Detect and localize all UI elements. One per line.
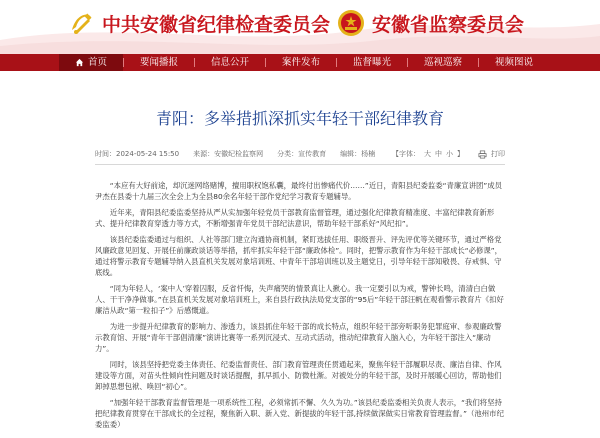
party-brand-title: 中共安徽省纪律检查委员会 bbox=[102, 13, 331, 36]
paragraph: 同时，该县坚持把党委主体责任、纪委监督责任、部门教育管理责任贯通起来，聚焦年轻干部履职尽责、廉洁自律、作风建设等方面，对苗头性倾向性问题及时谈话提醒，抓早抓小、防微杜渐。对被处分的年轻干部，及时开展暖心回访，帮助他们卸掉思想包袱、唤回“初心”。 bbox=[95, 360, 502, 391]
paragraph: “同为年轻人，‘案中人’穿着囚服，反省忏悔，失声痛哭的情景真让人揪心。我一定要引以为戒，警钟长鸣，清清白白做人、干干净净做事。”在县直机关发展对象培训班上，来自县行政执法局党支部的“95后”年轻干部汪帆在观看警示教育片《扣好廉洁从政“第一粒扣子”》后感慨道。 bbox=[95, 284, 504, 315]
nav-item-exposure[interactable]: 监督曝光 bbox=[352, 57, 391, 68]
nav-home[interactable] bbox=[59, 54, 123, 71]
paragraph: “本应有大好前途，却沉迷网络赌博，擅用职权饱私囊，最终付出惨痛代价……”近日，青阳县纪委监委“青廉宣讲团”成员尹杰在县委十九届三次全会上为全县80余名年轻干部作党纪学习教育专题辅导。 bbox=[95, 181, 503, 201]
article-meta bbox=[95, 147, 505, 161]
commission-brand-title: 安徽省监察委员会 bbox=[372, 13, 525, 36]
paragraph: 近年来，青阳县纪委监委坚持从严从实加强年轻党员干部教育监督管理，通过强化纪律教育精准度、丰富纪律教育新形式、提升纪律教育穿透力等方式，不断增强青年党员干部纪法意识，帮助年轻干部系好“风纪扣”。 bbox=[95, 208, 495, 228]
font-size-medium[interactable]: 中 bbox=[435, 150, 442, 158]
commission-brand[interactable] bbox=[336, 8, 524, 38]
nav-item-video[interactable]: 视频图说 bbox=[494, 57, 533, 68]
nav-home-label: 首页 bbox=[87, 57, 107, 68]
publish-time: 时间：2024-05-24 15:50 bbox=[95, 150, 180, 158]
article-title: 青阳：多举措抓深抓实年轻干部纪律教育 bbox=[155, 109, 444, 128]
main-nav bbox=[0, 54, 600, 71]
party-brand[interactable] bbox=[66, 8, 330, 38]
national-emblem-icon bbox=[336, 8, 366, 38]
print-button[interactable]: 打印 bbox=[491, 150, 505, 158]
nav-item-news[interactable]: 要闻播报 bbox=[139, 57, 178, 68]
article-source: 来源：安徽纪检监察网 bbox=[193, 150, 264, 158]
font-size-small[interactable]: 小 bbox=[446, 150, 453, 158]
meta-divider bbox=[95, 164, 505, 165]
print-icon[interactable] bbox=[478, 150, 487, 159]
party-emblem-icon bbox=[66, 8, 96, 38]
home-icon bbox=[75, 58, 84, 67]
paragraph: 该县纪委监委通过与组织、人社等部门建立沟通协商机制，紧盯选拔任用、职级晋升、评先评优等关键环节，通过严格党风廉政意见回复、开展任前廉政谈话等举措，抓牢抓实年轻干部“廉政体检”。同时，把警示教育作为年轻干部成长“必修课”，通过将警示教育专题辅导纳入县直机关发展对象培训班、中青年干部培训班以及主题党日，引导年轻干部知敬畏、存戒惧、守底线。 bbox=[95, 235, 503, 277]
font-size-end: 】 bbox=[457, 150, 464, 158]
font-size-large[interactable]: 大 bbox=[424, 150, 431, 158]
paragraph: 为进一步提升纪律教育的影响力、渗透力，该县抓住年轻干部的成长特点，组织年轻干部旁听职务犯罪庭审、参观廉政警示教育馆、开展“青年干部倡清廉”演讲比赛等一系列沉浸式、互动式活动，推动纪律教育入脑入心，为年轻干部注入“廉动力”。 bbox=[95, 322, 502, 353]
nav-item-inspection[interactable]: 巡视巡察 bbox=[423, 57, 462, 68]
paragraph: “加强年轻干部教育监督管理是一项系统性工程，必须常抓不懈、久久为功。”该县纪委监委相关负责人表示，“我们将坚持把纪律教育贯穿在干部成长的全过程，聚焦新入职、新入党、新提拔的年轻干部,持续做深做实日常教育管理监督。”（池州市纪委监委） bbox=[95, 398, 504, 429]
article-body bbox=[95, 180, 505, 435]
nav-item-disclosure[interactable]: 信息公开 bbox=[210, 57, 249, 68]
article-editor: 编辑：杨楠 bbox=[340, 150, 376, 158]
article-category: 分类：宣传教育 bbox=[277, 150, 327, 158]
font-size-label: 【字体： bbox=[392, 150, 420, 158]
article-tools bbox=[392, 149, 505, 159]
nav-item-cases[interactable]: 案件发布 bbox=[281, 57, 320, 68]
site-header bbox=[0, 0, 600, 54]
